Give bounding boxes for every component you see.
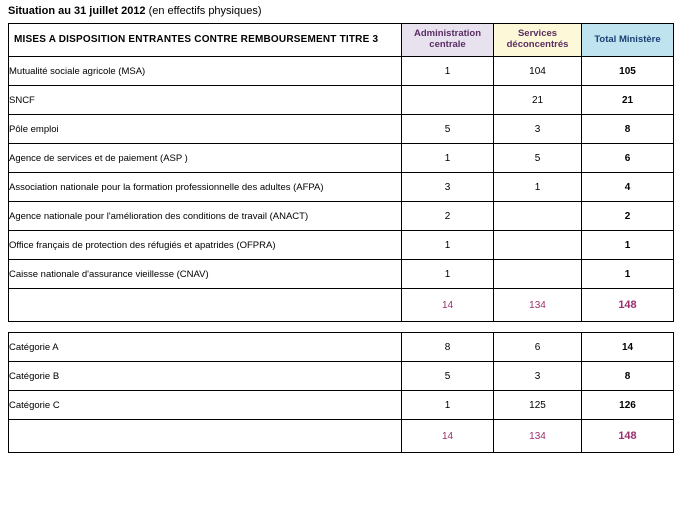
row-value-tm: 4 xyxy=(582,173,674,202)
row-value-ac: 2 xyxy=(402,202,494,231)
caption-light: (en effectifs physiques) xyxy=(145,5,262,17)
table-total-row xyxy=(9,420,674,453)
row-value-sd: 6 xyxy=(494,333,582,362)
column-header-total-ministere: Total Ministère xyxy=(582,24,674,57)
row-value-tm: 126 xyxy=(582,391,674,420)
mise-a-disposition-table xyxy=(8,23,674,322)
row-value-tm: 6 xyxy=(582,144,674,173)
row-value-tm: 1 xyxy=(582,260,674,289)
total-value-tm: 148 xyxy=(582,289,674,322)
row-value-sd: 3 xyxy=(494,362,582,391)
table-row xyxy=(9,362,674,391)
row-value-ac: 1 xyxy=(402,144,494,173)
table-row xyxy=(9,115,674,144)
row-value-ac: 1 xyxy=(402,57,494,86)
row-value-sd: 104 xyxy=(494,57,582,86)
total-value-ac: 14 xyxy=(402,420,494,453)
categories-table xyxy=(8,332,674,453)
row-value-ac: 3 xyxy=(402,173,494,202)
row-value-sd: 1 xyxy=(494,173,582,202)
row-value-sd xyxy=(494,260,582,289)
row-value-tm: 2 xyxy=(582,202,674,231)
table-row xyxy=(9,202,674,231)
row-label: Agence de services et de paiement (ASP ) xyxy=(9,144,402,173)
row-value-sd: 21 xyxy=(494,86,582,115)
row-value-ac: 5 xyxy=(402,362,494,391)
row-value-sd xyxy=(494,231,582,260)
row-value-ac: 5 xyxy=(402,115,494,144)
row-label: Mutualité sociale agricole (MSA) xyxy=(9,57,402,86)
row-value-tm: 1 xyxy=(582,231,674,260)
total-label: TOTAL xyxy=(9,289,402,322)
table-spacer xyxy=(6,322,671,332)
row-value-ac: 1 xyxy=(402,391,494,420)
table-header-row xyxy=(9,24,674,57)
table-row xyxy=(9,144,674,173)
total-value-ac: 14 xyxy=(402,289,494,322)
table-row xyxy=(9,260,674,289)
row-value-ac: 8 xyxy=(402,333,494,362)
table-row xyxy=(9,57,674,86)
row-label: Caisse nationale d'assurance vieillesse (CNAV) xyxy=(9,260,402,289)
row-label: Office français de protection des réfugiés et apatrides (OFPRA) xyxy=(9,231,402,260)
row-value-sd: 5 xyxy=(494,144,582,173)
row-value-tm: 21 xyxy=(582,86,674,115)
row-value-tm: 8 xyxy=(582,115,674,144)
table-row xyxy=(9,86,674,115)
page-title xyxy=(8,5,671,17)
table-total-row xyxy=(9,289,674,322)
row-value-sd xyxy=(494,202,582,231)
table-row xyxy=(9,391,674,420)
total-value-sd: 134 xyxy=(494,289,582,322)
total-value-tm: 148 xyxy=(582,420,674,453)
row-value-tm: 105 xyxy=(582,57,674,86)
row-value-ac: 1 xyxy=(402,260,494,289)
row-value-ac xyxy=(402,86,494,115)
table-row xyxy=(9,173,674,202)
row-value-ac: 1 xyxy=(402,231,494,260)
row-value-sd: 3 xyxy=(494,115,582,144)
row-label: Catégorie B xyxy=(9,362,402,391)
row-label: Association nationale pour la formation professionnelle des adultes (AFPA) xyxy=(9,173,402,202)
row-value-tm: 8 xyxy=(582,362,674,391)
table-row xyxy=(9,231,674,260)
row-label: Pôle emploi xyxy=(9,115,402,144)
row-label: Agence nationale pour l'amélioration des conditions de travail (ANACT) xyxy=(9,202,402,231)
column-header-services-deconcentres: Services déconcentrés xyxy=(494,24,582,57)
table-row xyxy=(9,333,674,362)
column-header-administration-centrale: Administration centrale xyxy=(402,24,494,57)
total-label: TOTAL xyxy=(9,420,402,453)
row-label: Catégorie C xyxy=(9,391,402,420)
total-value-sd: 134 xyxy=(494,420,582,453)
row-value-sd: 125 xyxy=(494,391,582,420)
row-label: Catégorie A xyxy=(9,333,402,362)
row-label: SNCF xyxy=(9,86,402,115)
caption-bold: Situation au 31 juillet 2012 xyxy=(8,5,146,17)
column-header-label: MISES A DISPOSITION ENTRANTES CONTRE REMBOURSEMENT TITRE 3 xyxy=(9,24,402,57)
row-value-tm: 14 xyxy=(582,333,674,362)
